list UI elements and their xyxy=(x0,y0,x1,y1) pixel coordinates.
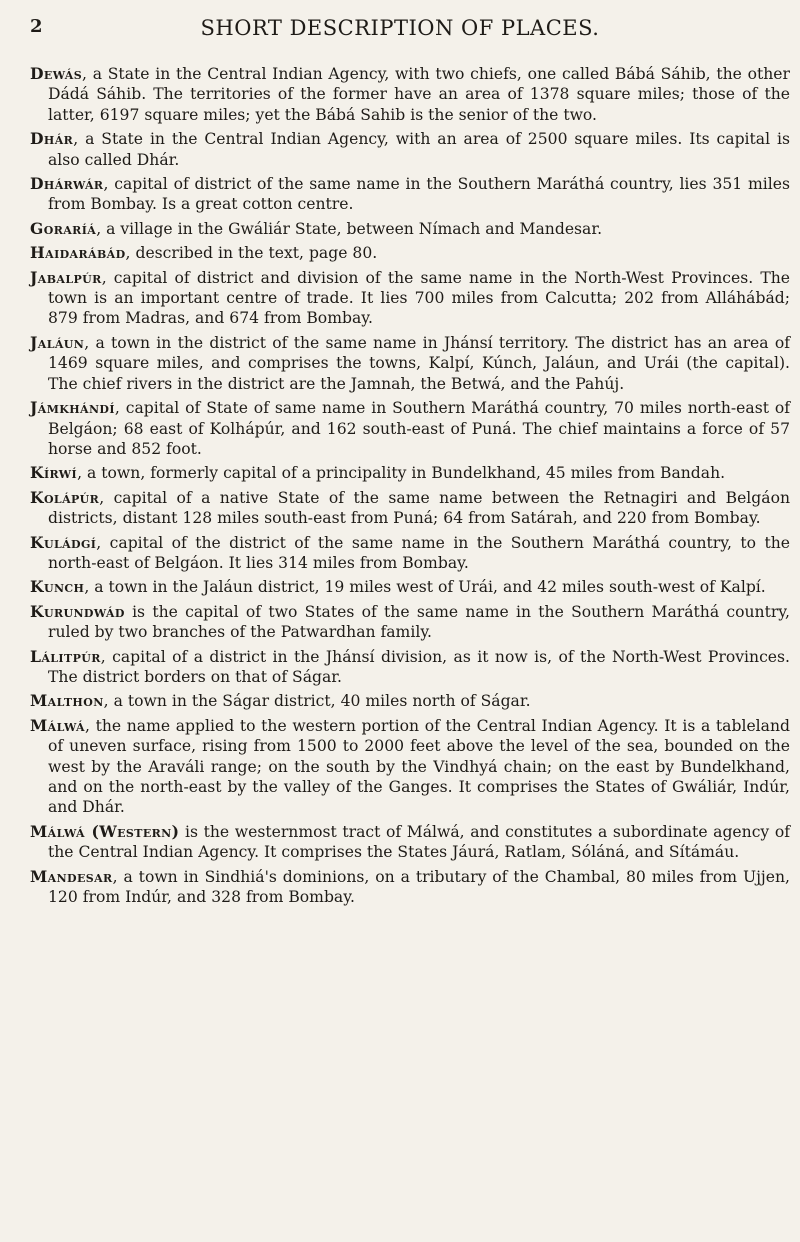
entry-kunch xyxy=(30,577,790,597)
entry-text: is the capital of two States of the same name in the Southern Maráthá country, ruled by two branches of the Patwardhan family. xyxy=(48,602,790,642)
page-header xyxy=(30,16,770,44)
entry-kirwi xyxy=(30,463,790,483)
entry-text: , capital of district of the same name in the Southern Maráthá country, lies 351 miles from Bombay. Is a great cotton centre. xyxy=(48,175,790,214)
entry-text: , a town in the Ságar district, 40 miles north of Ságar. xyxy=(103,692,531,711)
running-head: SHORT DESCRIPTION OF PLACES. xyxy=(200,16,600,40)
entry-jamkhandi xyxy=(30,398,790,459)
entry-headword: Haidarábád xyxy=(30,243,126,263)
entry-dharwar xyxy=(30,174,790,215)
entry-text: , a State in the Central Indian Agency, with an area of 2500 square miles. Its capital is also called Dhár. xyxy=(48,130,790,169)
entry-headword: Málwá (Western) xyxy=(30,821,180,841)
entry-headword: Dhárwár xyxy=(30,174,104,194)
entry-headword: Kunch xyxy=(30,577,85,597)
entry-text: , the name applied to the western portion of the Central Indian Agency. It is a tableland of uneven surface, rising from 1500 to 2000 feet above the level of the sea, bounded on the west by the Araváli range; on the south by the Vindhyá chain; on the east by Bundelkhand, and on the north-east by the valley of the Ganges. It comprises the States of Gwáliár, Indúr, and Dhár. xyxy=(48,716,790,817)
entry-malthon xyxy=(30,691,790,711)
entry-text: is the westernmost tract of Málwá, and constitutes a subordinate agency of the Central Indian Agency. It comprises the States Jáurá, Ratlam, Sóláná, and Sítámáu. xyxy=(48,822,791,862)
entry-dewas xyxy=(30,64,790,125)
entry-headword: Kurundwád xyxy=(30,601,125,621)
entry-kurundwad xyxy=(30,602,790,643)
entry-headword: Jámkhándí xyxy=(30,398,115,418)
entry-headword: Jabalpúr xyxy=(30,267,102,287)
entry-text: , a village in the Gwáliár State, between Nímach and Mandesar. xyxy=(96,219,603,238)
entry-malwa-western xyxy=(30,822,790,863)
entry-headword: Kuládgí xyxy=(30,532,97,552)
entry-text: , capital of district and division of the same name in the North-West Provinces. The town is an important centre of trade. It lies 700 miles from Calcutta; 202 from Alláhábád; 879 from Madras, and 674 from Bombay. xyxy=(48,268,790,328)
entry-text: , a town in the Jaláun district, 19 miles west of Urái, and 42 miles south-west of Kalpí. xyxy=(84,578,766,597)
entry-dhar xyxy=(30,129,790,170)
entry-headword: Malthon xyxy=(30,691,104,711)
entry-text: , capital of State of same name in Southern Maráthá country, 70 miles north-east of Belgáon; 68 east of Kolhápúr, and 162 south-east of Puná. The chief maintains a force of 57 horse and 852 foot. xyxy=(48,399,790,458)
entry-text: , capital of a native State of the same name between the Retnagiri and Belgáon districts, distant 128 miles south-east from Puná; 64 from Satárah, and 220 from Bombay. xyxy=(48,488,790,528)
entry-text: , a State in the Central Indian Agency, with two chiefs, one called Bábá Sáhib, the other Dádá Sáhib. The territories of the former have an area of 1378 square miles; those of the latter, 6197 square miles; yet the Bábá Sahib is the senior of the two. xyxy=(48,65,790,124)
entry-text: , a town in the district of the same name in Jhánsí territory. The district has an area of 1469 square miles, and comprises the towns, Kalpí, Kúnch, Jaláun, and Urái (the capital). The chief rivers in the district are the Jamnah, the Betwá, and the Pahúj. xyxy=(48,333,790,393)
entry-headword: Dewás xyxy=(30,64,83,83)
gazetteer-entries xyxy=(30,64,790,911)
entry-text: , capital of a district in the Jhánsí division, as it now is, of the North-West Provinces. The district borders on that of Ságar. xyxy=(48,647,790,686)
entry-jalaun xyxy=(30,333,790,394)
entry-kolapur xyxy=(30,488,790,529)
entry-text: , described in the text, page 80. xyxy=(125,244,378,263)
page-number: 2 xyxy=(30,16,43,37)
entry-headword: Málwá xyxy=(30,715,85,735)
entry-text: , a town in Sindhiá's dominions, on a tributary of the Chambal, 80 miles from Ujjen, 120 from Indúr, and 328 from Bombay. xyxy=(48,867,790,907)
entry-gorarria xyxy=(30,219,790,239)
entry-haidarabad xyxy=(30,243,790,263)
entry-headword: Goraríá xyxy=(30,218,97,238)
entry-headword: Jaláun xyxy=(30,332,85,352)
entry-headword: Dhár xyxy=(30,129,74,149)
entry-text: , capital of the district of the same name in the Southern Maráthá country, to the north-east of Belgáon. It lies 314 miles from Bombay. xyxy=(48,533,790,572)
entry-mandesar xyxy=(30,867,790,908)
entry-lalitpur xyxy=(30,647,790,688)
entry-headword: Kírwí xyxy=(30,463,78,483)
entry-kuladgi xyxy=(30,533,790,574)
entry-malwa xyxy=(30,716,790,818)
entry-headword: Lálitpúr xyxy=(30,646,101,666)
entry-jabalpur xyxy=(30,268,790,329)
entry-headword: Mandesar xyxy=(30,866,113,886)
entry-headword: Kolápúr xyxy=(30,487,100,507)
entry-text: , a town, formerly capital of a principality in Bundelkhand, 45 miles from Bandah. xyxy=(77,464,726,483)
